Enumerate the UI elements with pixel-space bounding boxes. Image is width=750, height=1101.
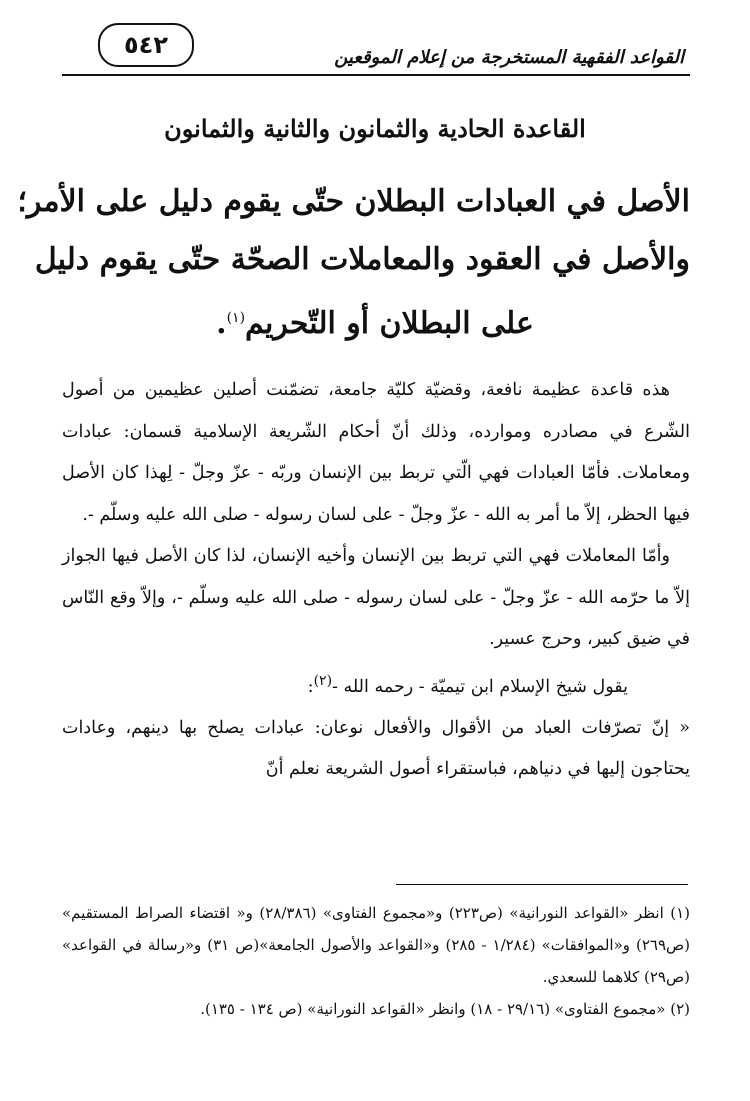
rule-statement-line xyxy=(60,289,690,353)
running-title: القواعد الفقهية المستخرجة من إعلام الموقعين xyxy=(334,47,684,68)
running-header xyxy=(62,31,690,74)
page-number: ٥٤٢ xyxy=(98,23,194,67)
body-paragraph-2: وأمّا المعاملات فهي التي تربط بين الإنسان وأخيه الإنسان، لذا كان الأصل فيها الجواز إلاّ ما حرّمه الله - عزّ وجلّ - على لسان رسوله - صلى الله عليه وسلّم -، وإلاّ وقع النّاس في ضيق كبير، وحرج عسير. xyxy=(62,546,690,649)
body-text xyxy=(62,370,690,791)
footnote-2: (٢) «مجموع الفتاوى» (٢٩/١٦ - ١٨) وانظر «القواعد النورانية» (ص ١٣٤ - ١٣٥). xyxy=(200,1000,690,1018)
footnote-ref-2[interactable]: (٢) xyxy=(313,672,333,689)
header-rule xyxy=(62,74,690,76)
footnote-1: (١) انظر «القواعد النورانية» (ص٢٢٣) و«مجموع الفتاوى» (٢٨/٣٨٦) و« اقتضاء الصراط المستقيم» (ص٢٦٩) و«الموافقات» (١/٢٨٤ - ٢٨٥) و«القواعد والأصول الجامعة»(ص ٣١) و«رسالة في القواعد» (ص٢٩) كلاهما للسعدي. xyxy=(62,904,690,986)
rule-statement xyxy=(17,173,690,353)
body-paragraph-3 xyxy=(62,661,690,708)
body-paragraph-1: هذه قاعدة عظيمة نافعة، وقضيّة كليّة جامعة، تضمّنت أصلين عظيمين من أصول الشّرع في مصادره وموارده، وذلك أنّ أحكام الشّريعة الإسلامية قسمان: عبادات ومعاملات. فأمّا العبادات فهي الّتي تربط بين الإنسان وربّه - عزّ وجلّ - لِهذا كان الأصل فيها الحظر، إلاّ ما أمر به الله - عزّ وجلّ - على لسان رسوله - صلى الله عليه وسلّم -. xyxy=(62,380,690,525)
quote-intro: يقول شيخ الإسلام ابن تيميّة - رحمه الله - xyxy=(332,676,628,697)
rule-statement-end: . xyxy=(216,306,227,341)
rule-heading: القاعدة الحادية والثمانون والثانية والثمانون xyxy=(164,114,586,143)
footnotes xyxy=(62,897,690,1025)
rule-statement-line: الأصل في العبادات البطلان حتّى يقوم دليل على الأمر؛ xyxy=(17,184,690,219)
rule-statement-line: والأصل في العقود والمعاملات الصحّة حتّى يقوم دليل xyxy=(34,242,690,277)
footnote-ref-1[interactable]: (١) xyxy=(226,310,246,326)
quote-intro-end: : xyxy=(307,676,314,697)
footnote-rule xyxy=(396,884,688,885)
rule-statement-last: على البطلان أو التّحريم xyxy=(245,306,534,341)
body-paragraph-4: « إنّ تصرّفات العباد من الأقوال والأفعال نوعان: عبادات يصلح بها دينهم، وعادات يحتاجون إليها في دنياهم، فباستقراء أصول الشريعة نعلم أنّ xyxy=(62,717,690,780)
